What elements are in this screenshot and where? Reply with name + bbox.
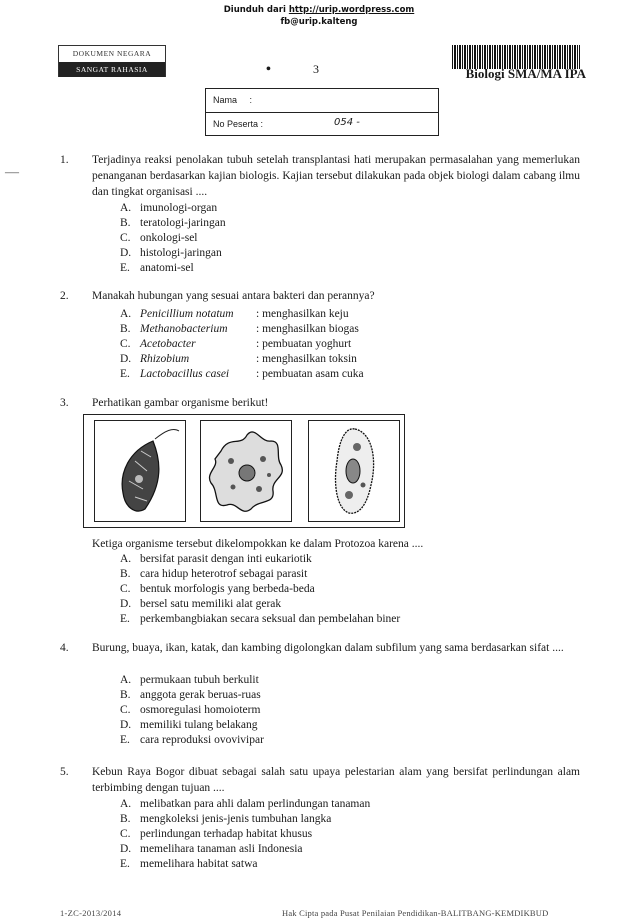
question-text: Burung, buaya, ikan, katak, dan kambing digolongkan dalam subfilum yang sama berdasarkan sifat .... [92,642,564,654]
option-list [120,307,364,382]
option[interactable]: C. osmoregulasi homoioterm [120,704,261,716]
question-text: Manakah hubungan yang sesuai antara bakteri dan perannya? [92,290,375,302]
peserta-label: No Peserta : [213,119,264,129]
option[interactable]: A. imunologi-organ [120,202,218,214]
organism-figure [83,414,405,528]
question-text: Terjadinya reaksi penolakan tubuh setelah transplantasi hati merupakan permasalahan yang memerlukan penanganan berdasarkan kajian biologis. Kajian tersebut dilakukan pada objek biologi dalam cabang ilmu dan tingkat organisasi .... [92,154,580,198]
option[interactable]: D. Rhizobium : menghasilkan toksin [120,353,357,365]
option[interactable]: D. memelihara tanaman asli Indonesia [120,843,303,855]
question-text: Perhatikan gambar organisme berikut! [92,397,269,409]
option[interactable]: C. perlindungan terhadap habitat khusus [120,828,313,840]
footer-code: 1-ZC-2013/2014 [60,908,122,918]
option[interactable]: C. bentuk morfologis yang berbeda-beda [120,583,315,595]
option[interactable]: E. memelihara habitat satwa [120,858,258,870]
option[interactable]: D. memiliki tulang belakang [120,719,258,731]
margin-tick-mark: — [5,165,19,180]
option[interactable]: E. anatomi-sel [120,262,194,274]
name-row[interactable] [206,89,438,113]
source-email: fb@urip.kalteng [280,17,358,27]
option[interactable]: A. Penicillium notatum : menghasilkan keju [120,308,349,320]
organism-image-paramecium [308,420,400,522]
option[interactable]: B. anggota gerak beruas-ruas [120,689,261,701]
option-list [120,552,400,627]
question-number: 5. [60,766,69,778]
question-number: 4. [60,642,69,654]
option[interactable]: B. teratologi-jaringan [120,217,226,229]
source-url-link[interactable]: http://urip.wordpress.com [288,5,415,15]
name-label: Nama : [213,95,253,105]
option[interactable]: C. onkologi-sel [120,232,198,244]
source-header [0,4,638,28]
option[interactable]: C. Acetobacter : pembuatan yoghurt [120,338,352,350]
option[interactable]: D. histologi-jaringan [120,247,222,259]
option[interactable]: E. cara reproduksi ovovivipar [120,734,264,746]
doc-label-top: DOKUMEN NEGARA [59,46,165,62]
page-number: 3 [313,62,319,76]
question-text: Kebun Raya Bogor dibuat sebagai salah satu upaya pelestarian alam yang bersifat perlindungan alam terbimbing dengan tujuan .... [92,766,580,794]
option[interactable]: A. melibatkan para ahli dalam perlindungan tanaman [120,798,371,810]
question-number: 1. [60,154,69,166]
option[interactable]: E. Lactobacillus casei : pembuatan asam cuka [120,368,364,380]
option[interactable]: A. bersifat parasit dengan inti eukariotik [120,553,312,565]
option[interactable]: B. mengkoleksi jenis-jenis tumbuhan langka [120,813,332,825]
question-number: 3. [60,397,69,409]
margin-dot: • [266,62,271,77]
option-list [120,797,370,872]
option[interactable]: E. perkembangbiakan secara seksual dan pembelahan biner [120,613,401,625]
question-number: 2. [60,290,69,302]
organism-image-amoeba [200,420,292,522]
option[interactable]: B. cara hidup heterotrof sebagai parasit [120,568,308,580]
source-prefix: Diunduh dari [223,5,289,15]
document-classification-box [58,45,166,77]
organism-image-euglena [94,420,186,522]
question-stem: Ketiga organisme tersebut dikelompokkan ke dalam Protozoa karena .... [92,538,424,550]
option-list [120,673,264,748]
identity-box [205,88,439,136]
option[interactable]: B. Methanobacterium : menghasilkan biogas [120,323,359,335]
option[interactable]: D. bersel satu memiliki alat gerak [120,598,282,610]
option[interactable]: A. permukaan tubuh berkulit [120,674,259,686]
option-list [120,201,226,276]
footer-copyright: Hak Cipta pada Pusat Penilaian Pendidikan-BALITBANG-KEMDIKBUD [282,908,549,918]
peserta-row[interactable] [206,113,438,136]
peserta-value: 054 - [334,117,360,128]
subject-title: Biologi SMA/MA IPA [465,66,586,81]
doc-label-bottom: SANGAT RAHASIA [59,62,165,77]
